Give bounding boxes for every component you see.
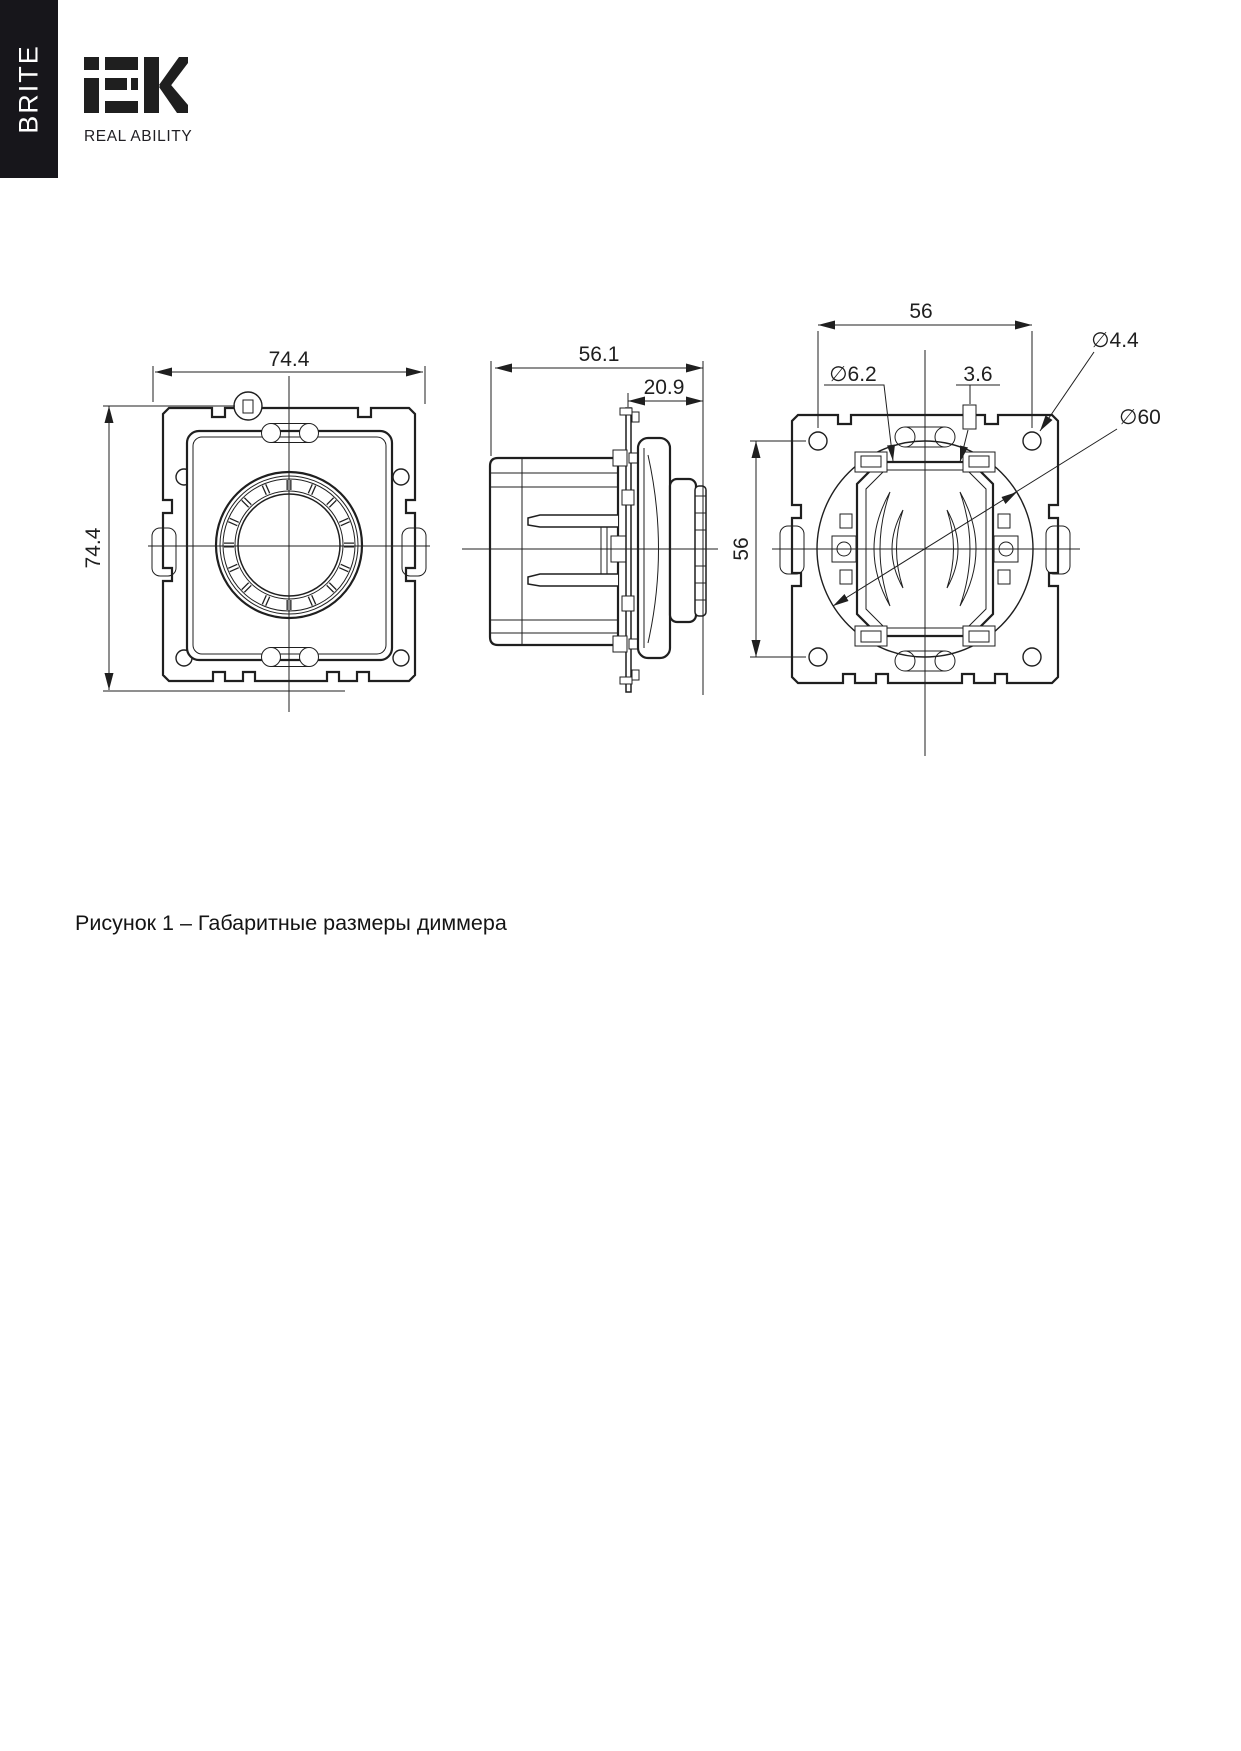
front-screw-circle bbox=[234, 392, 262, 420]
side-claw-prong-bottom bbox=[528, 574, 618, 586]
side-knob-ridge-cap bbox=[695, 486, 706, 616]
back-tooth-label: 3.6 bbox=[963, 363, 993, 386]
side-knob bbox=[670, 479, 696, 622]
back-claw-dia-label: ∅6.2 bbox=[829, 363, 877, 386]
brand-tagline: REAL ABILITY bbox=[84, 128, 193, 145]
back-view bbox=[730, 300, 1161, 756]
front-dim-width-label: 74.4 bbox=[268, 348, 310, 371]
back-hole-dia-label: ∅4.4 bbox=[1091, 329, 1139, 352]
figure-caption: Рисунок 1 – Габаритные размеры диммера bbox=[75, 911, 507, 935]
side-dim-protrusion bbox=[628, 376, 703, 407]
side-view bbox=[462, 343, 718, 695]
back-claw-tooth bbox=[963, 405, 976, 429]
series-tab-label: BRITE bbox=[13, 44, 44, 134]
back-dim-width-label: 56 bbox=[909, 300, 933, 323]
back-support-dia-label: ∅60 bbox=[1119, 406, 1161, 429]
side-claw-prong-top bbox=[528, 515, 618, 527]
side-face-plate bbox=[638, 438, 670, 658]
front-view bbox=[82, 348, 430, 712]
side-dim-protrusion-label: 20.9 bbox=[643, 376, 685, 399]
side-dim-depth-label: 56.1 bbox=[578, 343, 620, 366]
side-body bbox=[490, 458, 618, 645]
front-dim-height-label: 74.4 bbox=[82, 527, 105, 569]
back-dim-height-label: 56 bbox=[730, 537, 753, 561]
